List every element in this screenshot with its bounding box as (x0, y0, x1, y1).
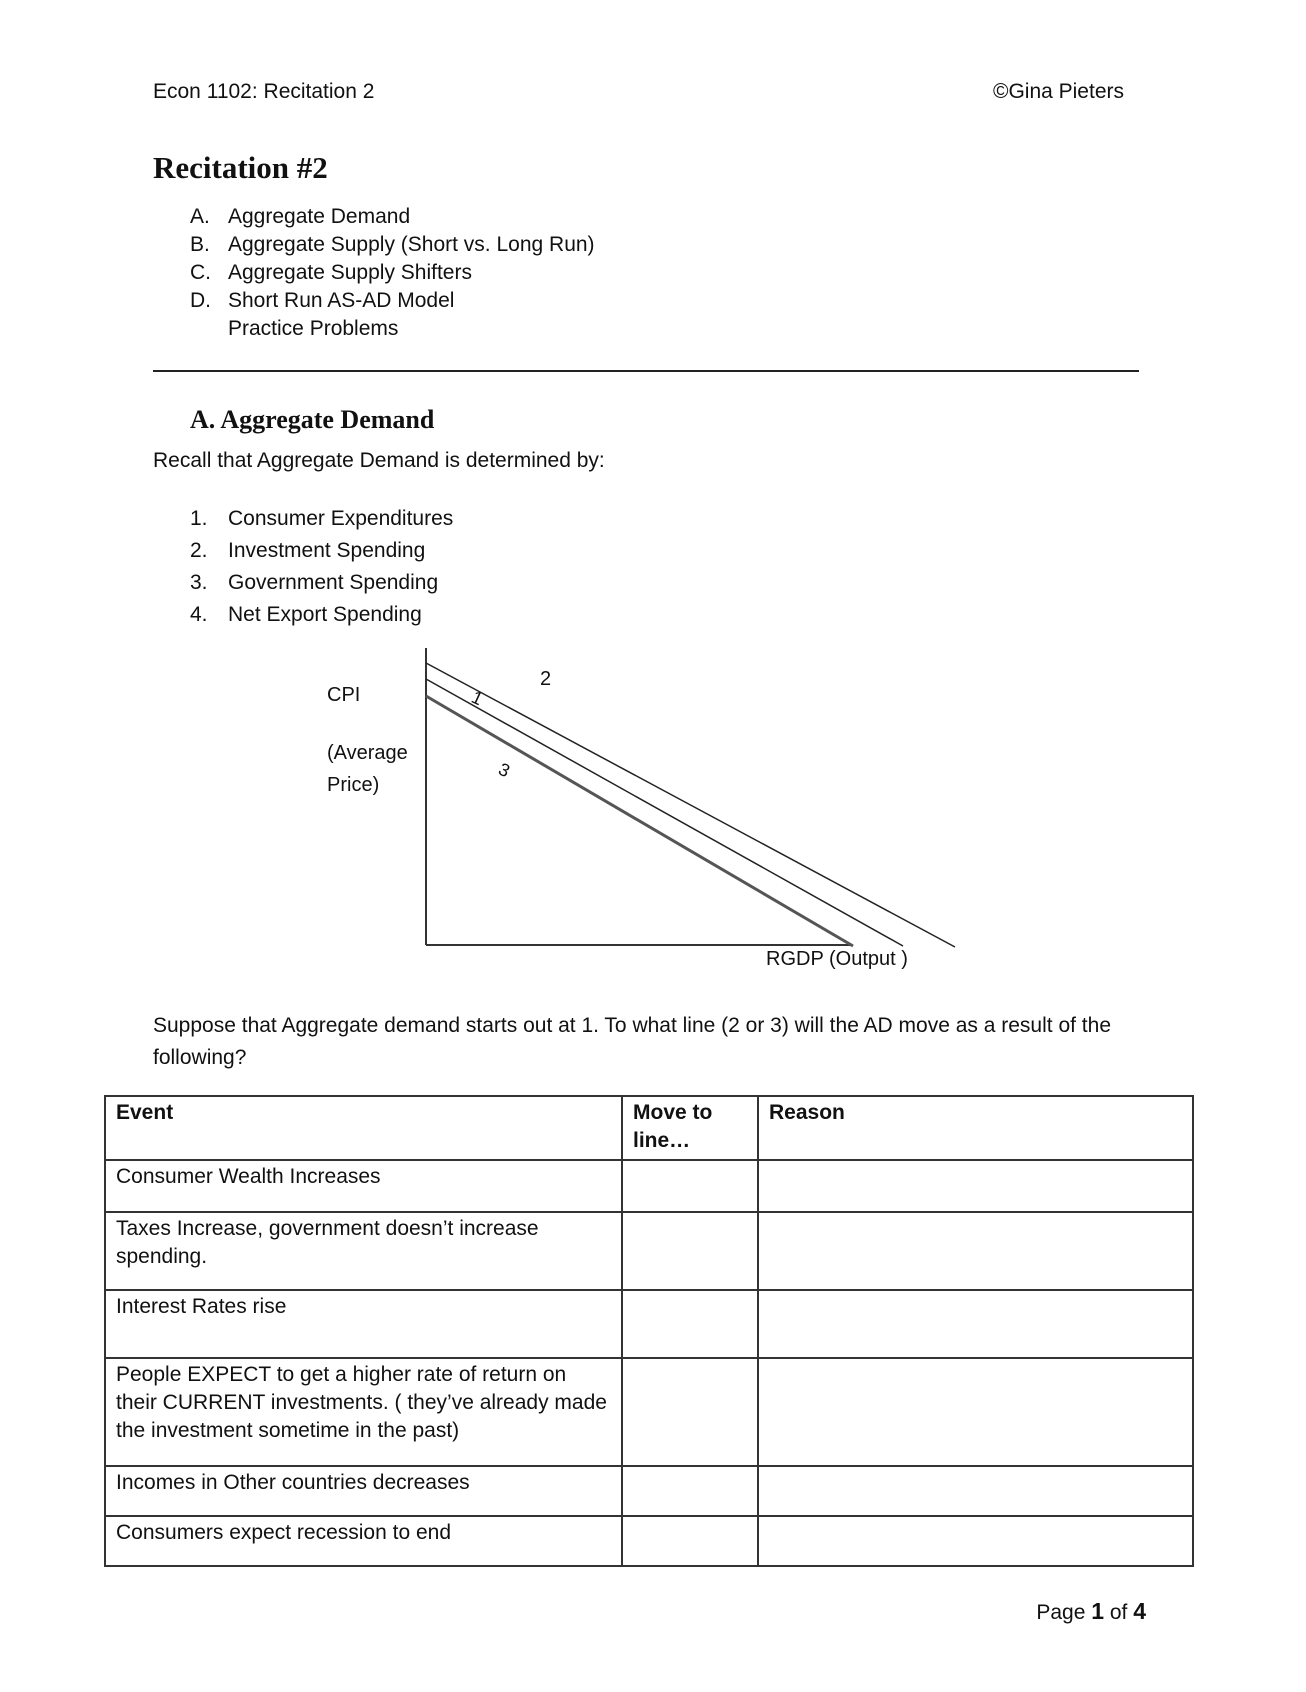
event-cell: Interest Rates rise (105, 1290, 622, 1358)
y-axis-sublabel: (Average Price) (327, 742, 408, 796)
table-row (105, 1212, 1193, 1290)
reason-cell[interactable] (758, 1358, 1193, 1466)
event-cell: Consumer Wealth Increases (105, 1160, 622, 1212)
y-axis-label: CPI (327, 684, 361, 706)
header-event: Event (105, 1096, 622, 1160)
page-title: Recitation #2 (153, 150, 328, 185)
reason-cell[interactable] (758, 1516, 1193, 1566)
outline-list (190, 203, 595, 343)
outline-item: C. Aggregate Supply Shifters (190, 261, 472, 284)
header-course: Econ 1102: Recitation 2 (153, 80, 375, 103)
event-cell: People EXPECT to get a higher rate of return on their CURRENT investments. ( they’ve already made the investment sometime in the past) (105, 1358, 622, 1466)
move-cell[interactable] (622, 1466, 758, 1516)
line-1-label: 1 (468, 686, 486, 710)
determinants-list (190, 503, 453, 631)
list-item: 4. Net Export Spending (190, 603, 422, 626)
table-row (105, 1358, 1193, 1466)
reason-cell[interactable] (758, 1290, 1193, 1358)
outline-item: Practice Problems (228, 317, 399, 340)
outline-item: D. Short Run AS-AD Model (190, 289, 455, 312)
header-reason: Reason (758, 1096, 1193, 1160)
event-cell: Taxes Increase, government doesn’t increase spending. (105, 1212, 622, 1290)
horizontal-rule (153, 370, 1139, 372)
reason-cell[interactable] (758, 1466, 1193, 1516)
ad-diagram (300, 640, 980, 980)
line-2-label: 2 (540, 668, 552, 690)
move-cell[interactable] (622, 1516, 758, 1566)
outline-item: B. Aggregate Supply (Short vs. Long Run) (190, 233, 595, 256)
table-header-row (105, 1096, 1193, 1160)
reason-cell[interactable] (758, 1160, 1193, 1212)
table-row (105, 1516, 1193, 1566)
move-cell[interactable] (622, 1160, 758, 1212)
line-3-label: 3 (495, 758, 513, 782)
table-row (105, 1290, 1193, 1358)
event-cell: Consumers expect recession to end (105, 1516, 622, 1566)
move-cell[interactable] (622, 1290, 758, 1358)
list-item: 2. Investment Spending (190, 539, 426, 562)
page-number: Page 1 of 4 (1036, 1598, 1146, 1624)
question-text: Suppose that Aggregate demand starts out at 1. To what line (2 or 3) will the AD move as a result of the following? (153, 1014, 1111, 1069)
move-cell[interactable] (622, 1358, 758, 1466)
reason-cell[interactable] (758, 1212, 1193, 1290)
events-table (104, 1095, 1194, 1567)
event-cell: Incomes in Other countries decreases (105, 1466, 622, 1516)
ad-line-1 (426, 679, 903, 946)
table-row (105, 1466, 1193, 1516)
list-item: 1. Consumer Expenditures (190, 507, 454, 530)
section-intro: Recall that Aggregate Demand is determined by: (153, 449, 605, 472)
list-item: 3. Government Spending (190, 571, 439, 594)
header-author: ©Gina Pieters (992, 80, 1124, 103)
x-axis-label: RGDP (Output ) (766, 948, 908, 970)
ad-line-3 (426, 696, 853, 946)
outline-item: A. Aggregate Demand (190, 205, 411, 228)
table-row (105, 1160, 1193, 1212)
move-cell[interactable] (622, 1212, 758, 1290)
section-heading: A. Aggregate Demand (190, 405, 435, 434)
ad-line-2 (426, 663, 955, 947)
header-move: Move to line… (622, 1096, 758, 1160)
